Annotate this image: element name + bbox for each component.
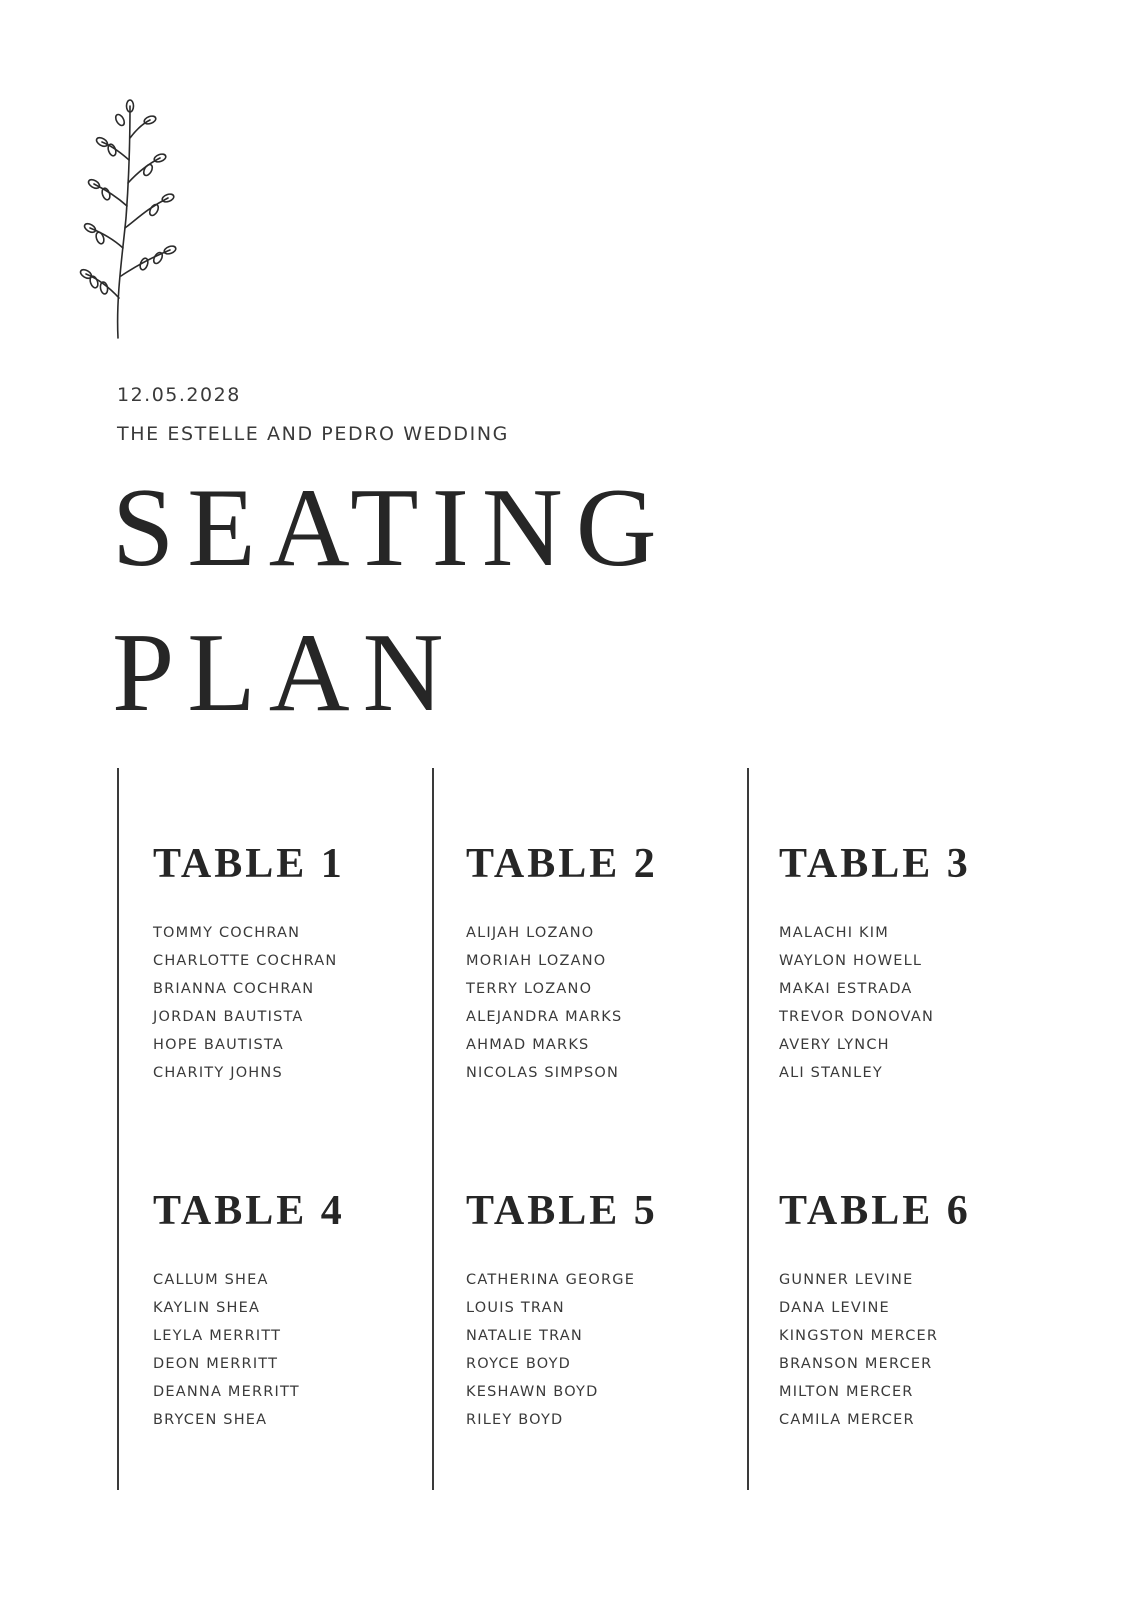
guest-name: KAYLIN SHEA	[153, 1300, 261, 1316]
table-heading: TABLE 5	[466, 1188, 658, 1234]
guest-name: JORDAN BAUTISTA	[153, 1009, 304, 1025]
guest-list	[153, 919, 433, 1087]
guest-name: NATALIE TRAN	[466, 1328, 583, 1344]
guest-name: CALLUM SHEA	[153, 1272, 269, 1288]
table-block-4	[153, 1190, 433, 1434]
table-heading: TABLE 6	[779, 1188, 971, 1234]
table-heading: TABLE 2	[466, 841, 658, 887]
guest-name: BRIANNA COCHRAN	[153, 981, 315, 997]
table-heading: TABLE 3	[779, 841, 971, 887]
column-divider	[117, 768, 119, 1490]
page-title-line-1: SEATING	[112, 466, 670, 590]
event-date: 12.05.2028	[117, 384, 241, 406]
guest-name: BRANSON MERCER	[779, 1356, 933, 1372]
guest-name: RILEY BOYD	[466, 1412, 564, 1428]
guest-name: NICOLAS SIMPSON	[466, 1065, 620, 1081]
wedding-subtitle: THE ESTELLE AND PEDRO WEDDING	[117, 423, 509, 445]
guest-name: ROYCE BOYD	[466, 1356, 571, 1372]
guest-name: TREVOR DONOVAN	[779, 1009, 934, 1025]
guest-name: CHARLOTTE COCHRAN	[153, 953, 338, 969]
guest-name: DANA LEVINE	[779, 1300, 890, 1316]
guest-name: ALI STANLEY	[779, 1065, 883, 1081]
guest-name: WAYLON HOWELL	[779, 953, 923, 969]
column-divider	[747, 768, 749, 1490]
guest-name: DEON MERRITT	[153, 1356, 279, 1372]
guest-name: DEANNA MERRITT	[153, 1384, 300, 1400]
guest-list	[466, 919, 746, 1087]
guest-list	[153, 1266, 433, 1434]
guest-name: LEYLA MERRITT	[153, 1328, 282, 1344]
guest-name: BRYCEN SHEA	[153, 1412, 268, 1428]
guest-name: CATHERINA GEORGE	[466, 1272, 636, 1288]
guest-name: KINGSTON MERCER	[779, 1328, 939, 1344]
guest-name: TERRY LOZANO	[466, 981, 593, 997]
guest-name: CHARITY JOHNS	[153, 1065, 283, 1081]
guest-name: ALIJAH LOZANO	[466, 925, 595, 941]
table-block-3	[779, 843, 1059, 1087]
table-block-6	[779, 1190, 1059, 1434]
guest-name: KESHAWN BOYD	[466, 1384, 599, 1400]
guest-name: HOPE BAUTISTA	[153, 1037, 284, 1053]
guest-name: AHMAD MARKS	[466, 1037, 590, 1053]
guest-name: GUNNER LEVINE	[779, 1272, 914, 1288]
guest-list	[779, 919, 1059, 1087]
guest-name: ALEJANDRA MARKS	[466, 1009, 623, 1025]
guest-list	[466, 1266, 746, 1434]
sprig-icon	[78, 98, 178, 344]
page-title-line-2: PLAN	[112, 611, 457, 735]
guest-name: MILTON MERCER	[779, 1384, 914, 1400]
table-block-5	[466, 1190, 746, 1434]
guest-name: MORIAH LOZANO	[466, 953, 607, 969]
guest-list	[779, 1266, 1059, 1434]
guest-name: TOMMY COCHRAN	[153, 925, 301, 941]
guest-name: AVERY LYNCH	[779, 1037, 890, 1053]
table-block-1	[153, 843, 433, 1087]
guest-name: MALACHI KIM	[779, 925, 889, 941]
table-block-2	[466, 843, 746, 1087]
guest-name: LOUIS TRAN	[466, 1300, 565, 1316]
table-heading: TABLE 4	[153, 1188, 345, 1234]
guest-name: CAMILA MERCER	[779, 1412, 915, 1428]
table-heading: TABLE 1	[153, 841, 345, 887]
guest-name: MAKAI ESTRADA	[779, 981, 913, 997]
